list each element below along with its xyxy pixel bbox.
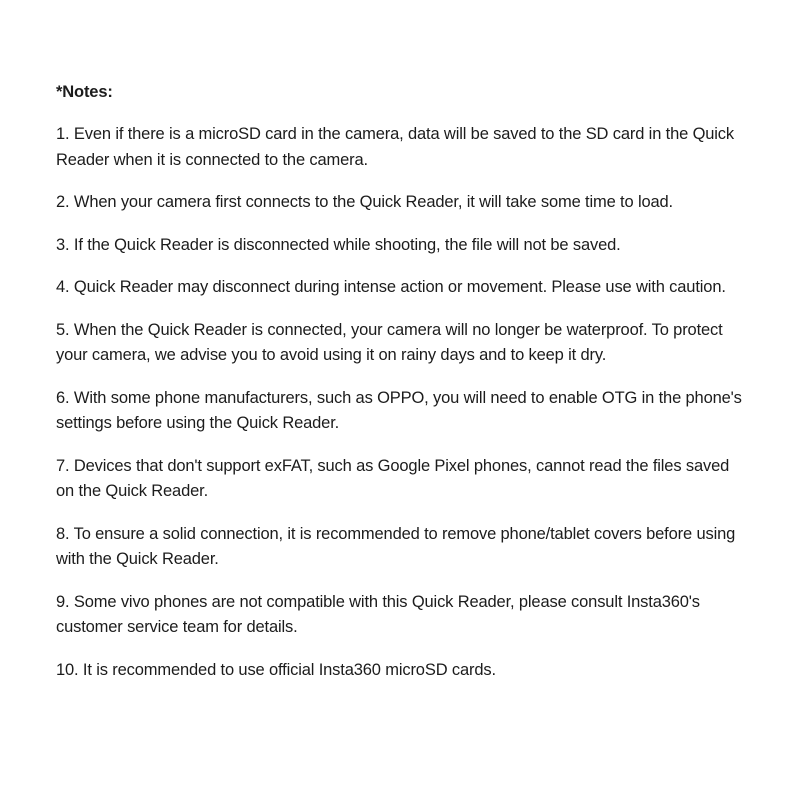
note-item-4: 4. Quick Reader may disconnect during intense action or movement. Please use with caution. [56, 278, 726, 296]
notes-title: *Notes: [56, 83, 113, 101]
note-item-5: 5. When the Quick Reader is connected, your camera will no longer be waterproof. To protect your camera, we advise you to avoid using it on rainy days and to keep it dry. [56, 320, 723, 364]
note-item-2: 2. When your camera first connects to the Quick Reader, it will take some time to load. [56, 193, 673, 211]
notes-section [56, 80, 746, 700]
note-item-9: 9. Some vivo phones are not compatible with this Quick Reader, please consult Insta360's customer service team for details. [56, 592, 700, 636]
note-item-8: 8. To ensure a solid connection, it is recommended to remove phone/tablet covers before using with the Quick Reader. [56, 524, 736, 568]
note-item-3: 3. If the Quick Reader is disconnected while shooting, the file will not be saved. [56, 235, 621, 254]
note-item-6: 6. With some phone manufacturers, such as OPPO, you will need to enable OTG in the phone's settings before using the Quick Reader. [56, 388, 742, 432]
note-list [56, 122, 746, 683]
note-item-10: 10. It is recommended to use official Insta360 microSD cards. [56, 660, 496, 679]
note-item-7: 7. Devices that don't support exFAT, such as Google Pixel phones, cannot read the files saved on the Quick Reader. [56, 456, 730, 500]
note-item-1: 1. Even if there is a microSD card in the camera, data will be saved to the SD card in the Quick Reader when it is connected to the camera. [56, 125, 735, 169]
